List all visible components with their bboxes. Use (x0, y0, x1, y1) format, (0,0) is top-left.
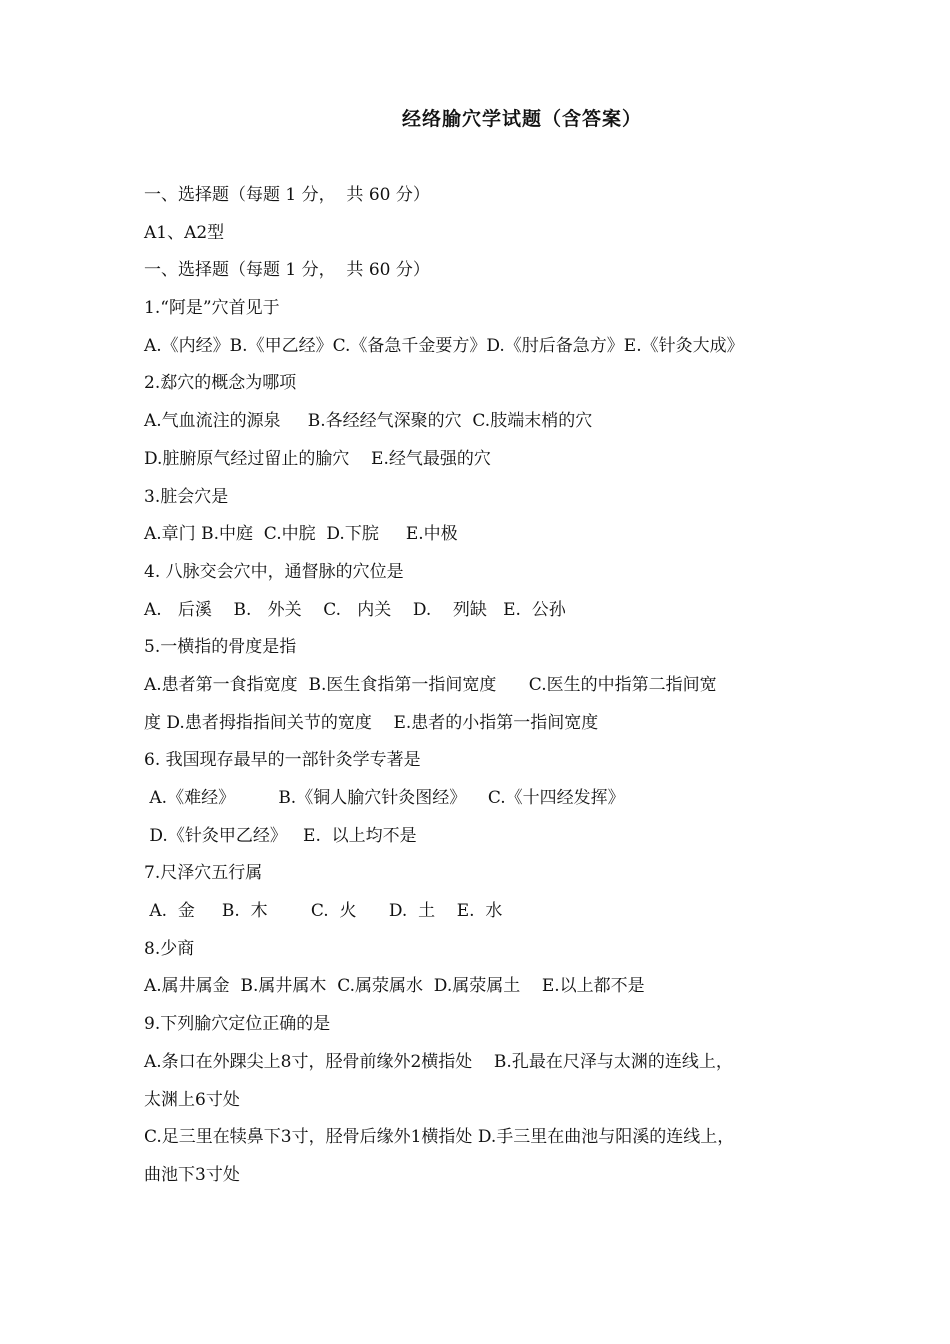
text-line: 4. 八脉交会穴中，通督脉的穴位是 (144, 561, 404, 582)
text-line: 6. 我国现存最早的一部针灸学专著是 (144, 750, 421, 771)
text-line: 9.下列腧穴定位正确的是 (144, 1014, 331, 1035)
text-line: 1.“阿是”穴首见于 (144, 298, 280, 319)
text-line: A. 后溪 B. 外关 C. 内关 D. 列缺 E. 公孙 (144, 599, 566, 620)
text-line: 一、选择题（每题 1 分， 共 60 分） (144, 185, 430, 205)
text-line: A.患者第一食指宽度 B.医生食指第一指间宽度 C.医生的中指第二指间宽 (144, 674, 717, 695)
text-line: 太渊上6寸处 (144, 1089, 240, 1110)
text-line: A.属井属金 B.属井属木 C.属荥属水 D.属荥属土 E.以上都不是 (144, 976, 645, 997)
text-line: 曲池下3寸处 (144, 1164, 240, 1185)
text-line: D.脏腑原气经过留止的腧穴 E.经气最强的穴 (144, 448, 491, 469)
document-body (144, 177, 808, 1195)
text-line: A.章门 B.中庭 C.中脘 D.下脘 E.中极 (144, 524, 458, 545)
text-line: 度 D.患者拇指指间关节的宽度 E.患者的小指第一指间宽度 (144, 712, 599, 733)
text-line: 一、选择题（每题 1 分， 共 60 分） (144, 260, 430, 281)
text-line: A.《难经》 B.《铜人腧穴针灸图经》 C.《十四经发挥》 (144, 788, 625, 808)
text-line: A.条口在外踝尖上8寸，胫骨前缘外2横指处 B.孔最在尺泽与太渊的连线上， (144, 1051, 733, 1072)
text-line: D.《针灸甲乙经》 E. 以上均不是 (144, 825, 417, 846)
text-line: A. 金 B. 木 C. 火 D. 土 E. 水 (144, 901, 503, 922)
text-line: 5.一横指的骨度是指 (144, 637, 297, 658)
document-title: 经络腧穴学试题（含答案） (401, 108, 642, 130)
text-line: A1、A2型 (144, 222, 225, 243)
text-line: 8.少商 (144, 938, 195, 959)
text-line: A.气血流注的源泉 B.各经经气深聚的穴 C.肢端末梢的穴 (144, 411, 593, 432)
text-line: 2.郄穴的概念为哪项 (144, 373, 297, 394)
text-line: A.《内经》B.《甲乙经》C.《备急千金要方》D.《肘后备急方》E.《针灸大成》 (144, 335, 744, 356)
text-line: C.足三里在犊鼻下3寸，胫骨后缘外1横指处 D.手三里在曲池与阳溪的连线上， (144, 1127, 735, 1148)
text-line: 3.脏会穴是 (144, 486, 229, 507)
text-line: 7.尺泽穴五行属 (144, 863, 263, 884)
